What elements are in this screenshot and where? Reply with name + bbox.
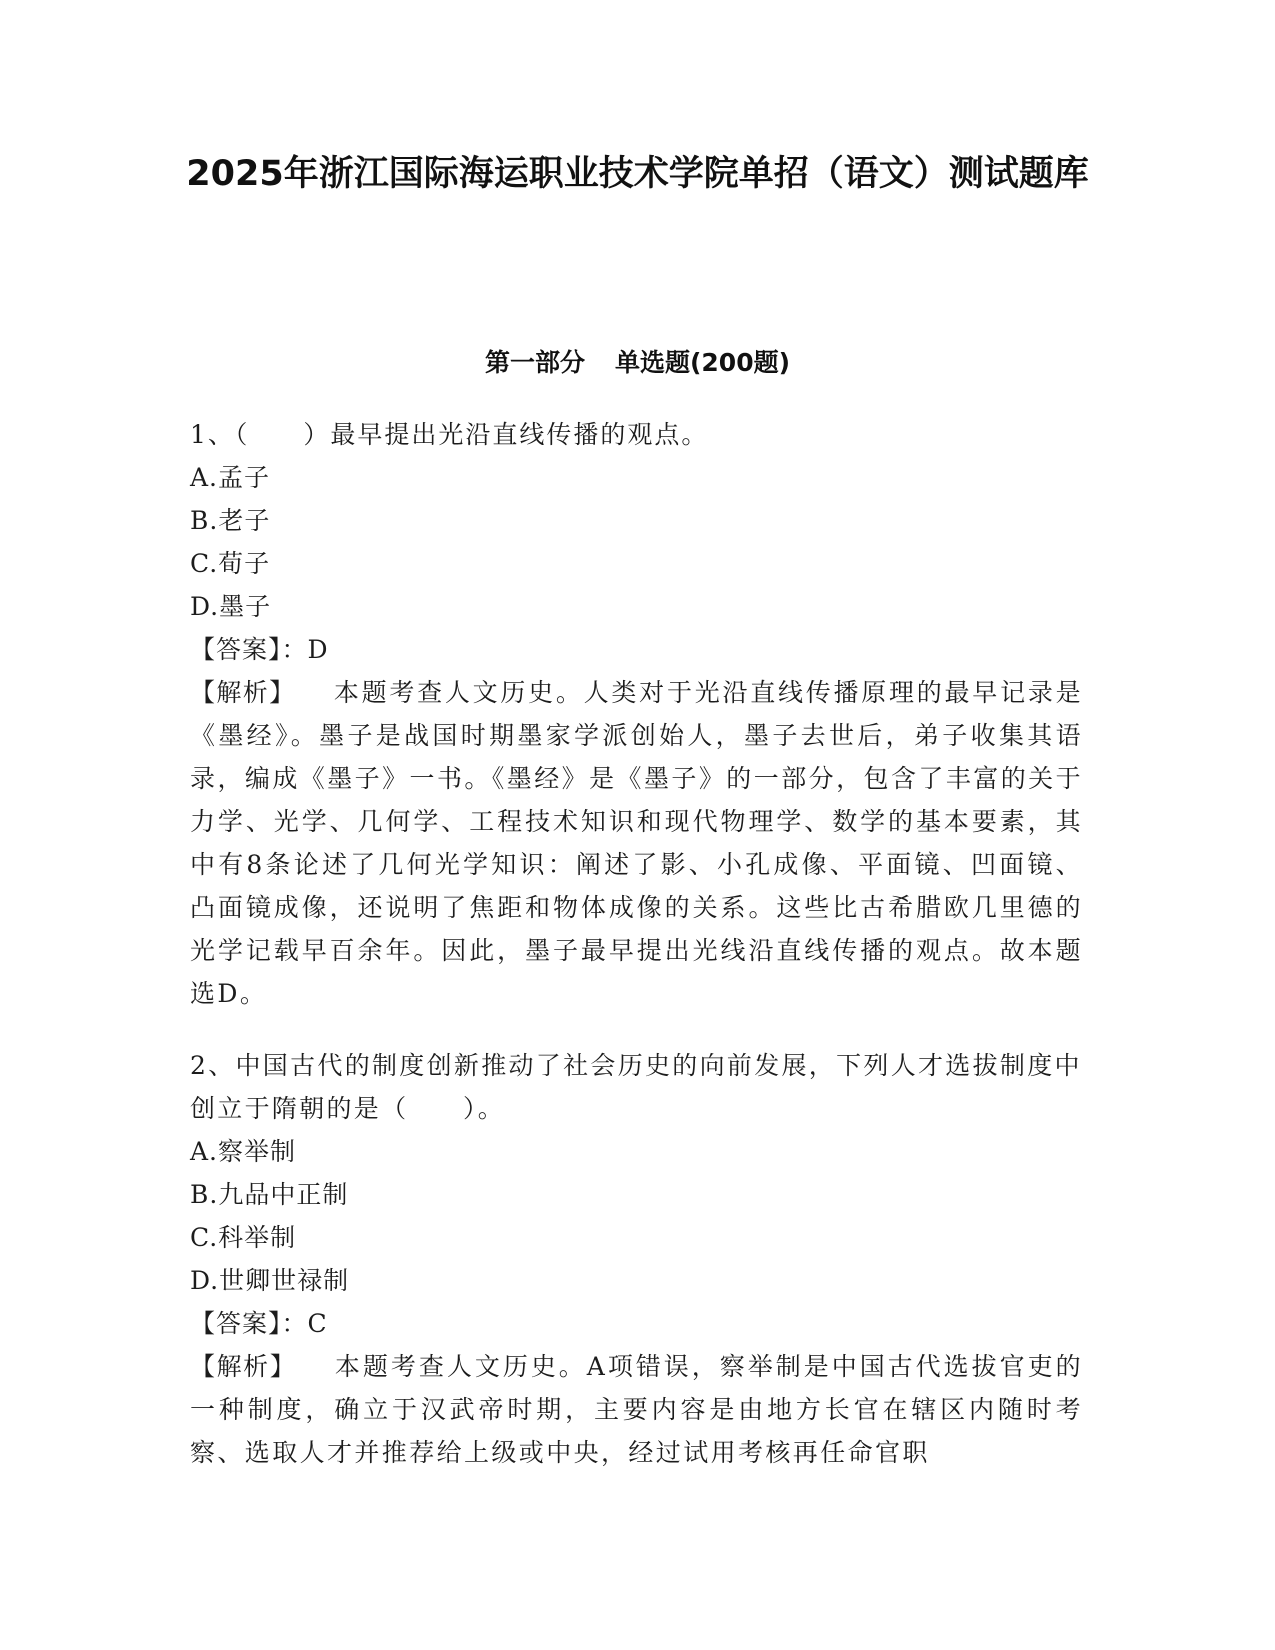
analysis-text: 本题考查人文历史。A项错误，察举制是中国古代选拔官吏的一种制度，确立于汉武帝时期，主要内容是由地方长官在辖区内随时考察、选取人才并推荐给上级或中央，经过试用考核再任命官职 [190,1352,1083,1467]
answer-label: 【答案】： [190,635,308,664]
option-a: A.孟子 [190,463,271,492]
option-c: C.科举制 [190,1223,297,1252]
analysis-text: 本题考查人文历史。人类对于光沿直线传播原理的最早记录是《墨经》。墨子是战国时期墨家学派创始人，墨子去世后，弟子收集其语录，编成《墨子》一书。《墨经》是《墨子》的一部分，包含了丰富的关于力学、光学、几何学、工程技术知识和现代物理学、数学的基本要素，其中有8条论述了几何光学知识：阐述了影、小孔成像、平面镜、凹面镜、凸面镜成像，还说明了焦距和物体成像的关系。这些比古希腊欧几里德的光学记载早百余年。因此，墨子最早提出光线沿直线传播的观点。故本题选D。 [190,678,1083,1008]
answer-value: D [307,635,329,664]
analysis-block [190,1345,1083,1474]
question-1 [190,413,1083,1015]
option-d: D.墨子 [190,592,272,621]
document-title: 2025年浙江国际海运职业技术学院单招（语文）测试题库 [186,154,1089,194]
section-type-label: 单选题(200题) [614,348,791,377]
analysis-label: 【解析】 [190,678,296,707]
section-heading [0,345,1275,381]
section-part-label: 第一部分 [484,348,585,377]
question-stem: 1、（ ）最早提出光沿直线传播的观点。 [190,420,709,449]
question-stem: 2、中国古代的制度创新推动了社会历史的向前发展，下列人才选拔制度中创立于隋朝的是（ ）。 [190,1051,1082,1123]
answer-line [190,628,1083,671]
option-b: B.老子 [190,506,271,535]
answer-line [190,1302,1083,1345]
answer-label: 【答案】： [190,1309,308,1338]
question-2 [190,1044,1083,1474]
option-c: C.荀子 [190,549,271,578]
option-b: B.九品中正制 [190,1180,349,1209]
analysis-block [190,671,1083,1015]
option-d: D.世卿世禄制 [190,1266,350,1295]
option-a: A.察举制 [190,1137,297,1166]
answer-value: C [307,1309,328,1338]
analysis-label: 【解析】 [190,1352,297,1381]
